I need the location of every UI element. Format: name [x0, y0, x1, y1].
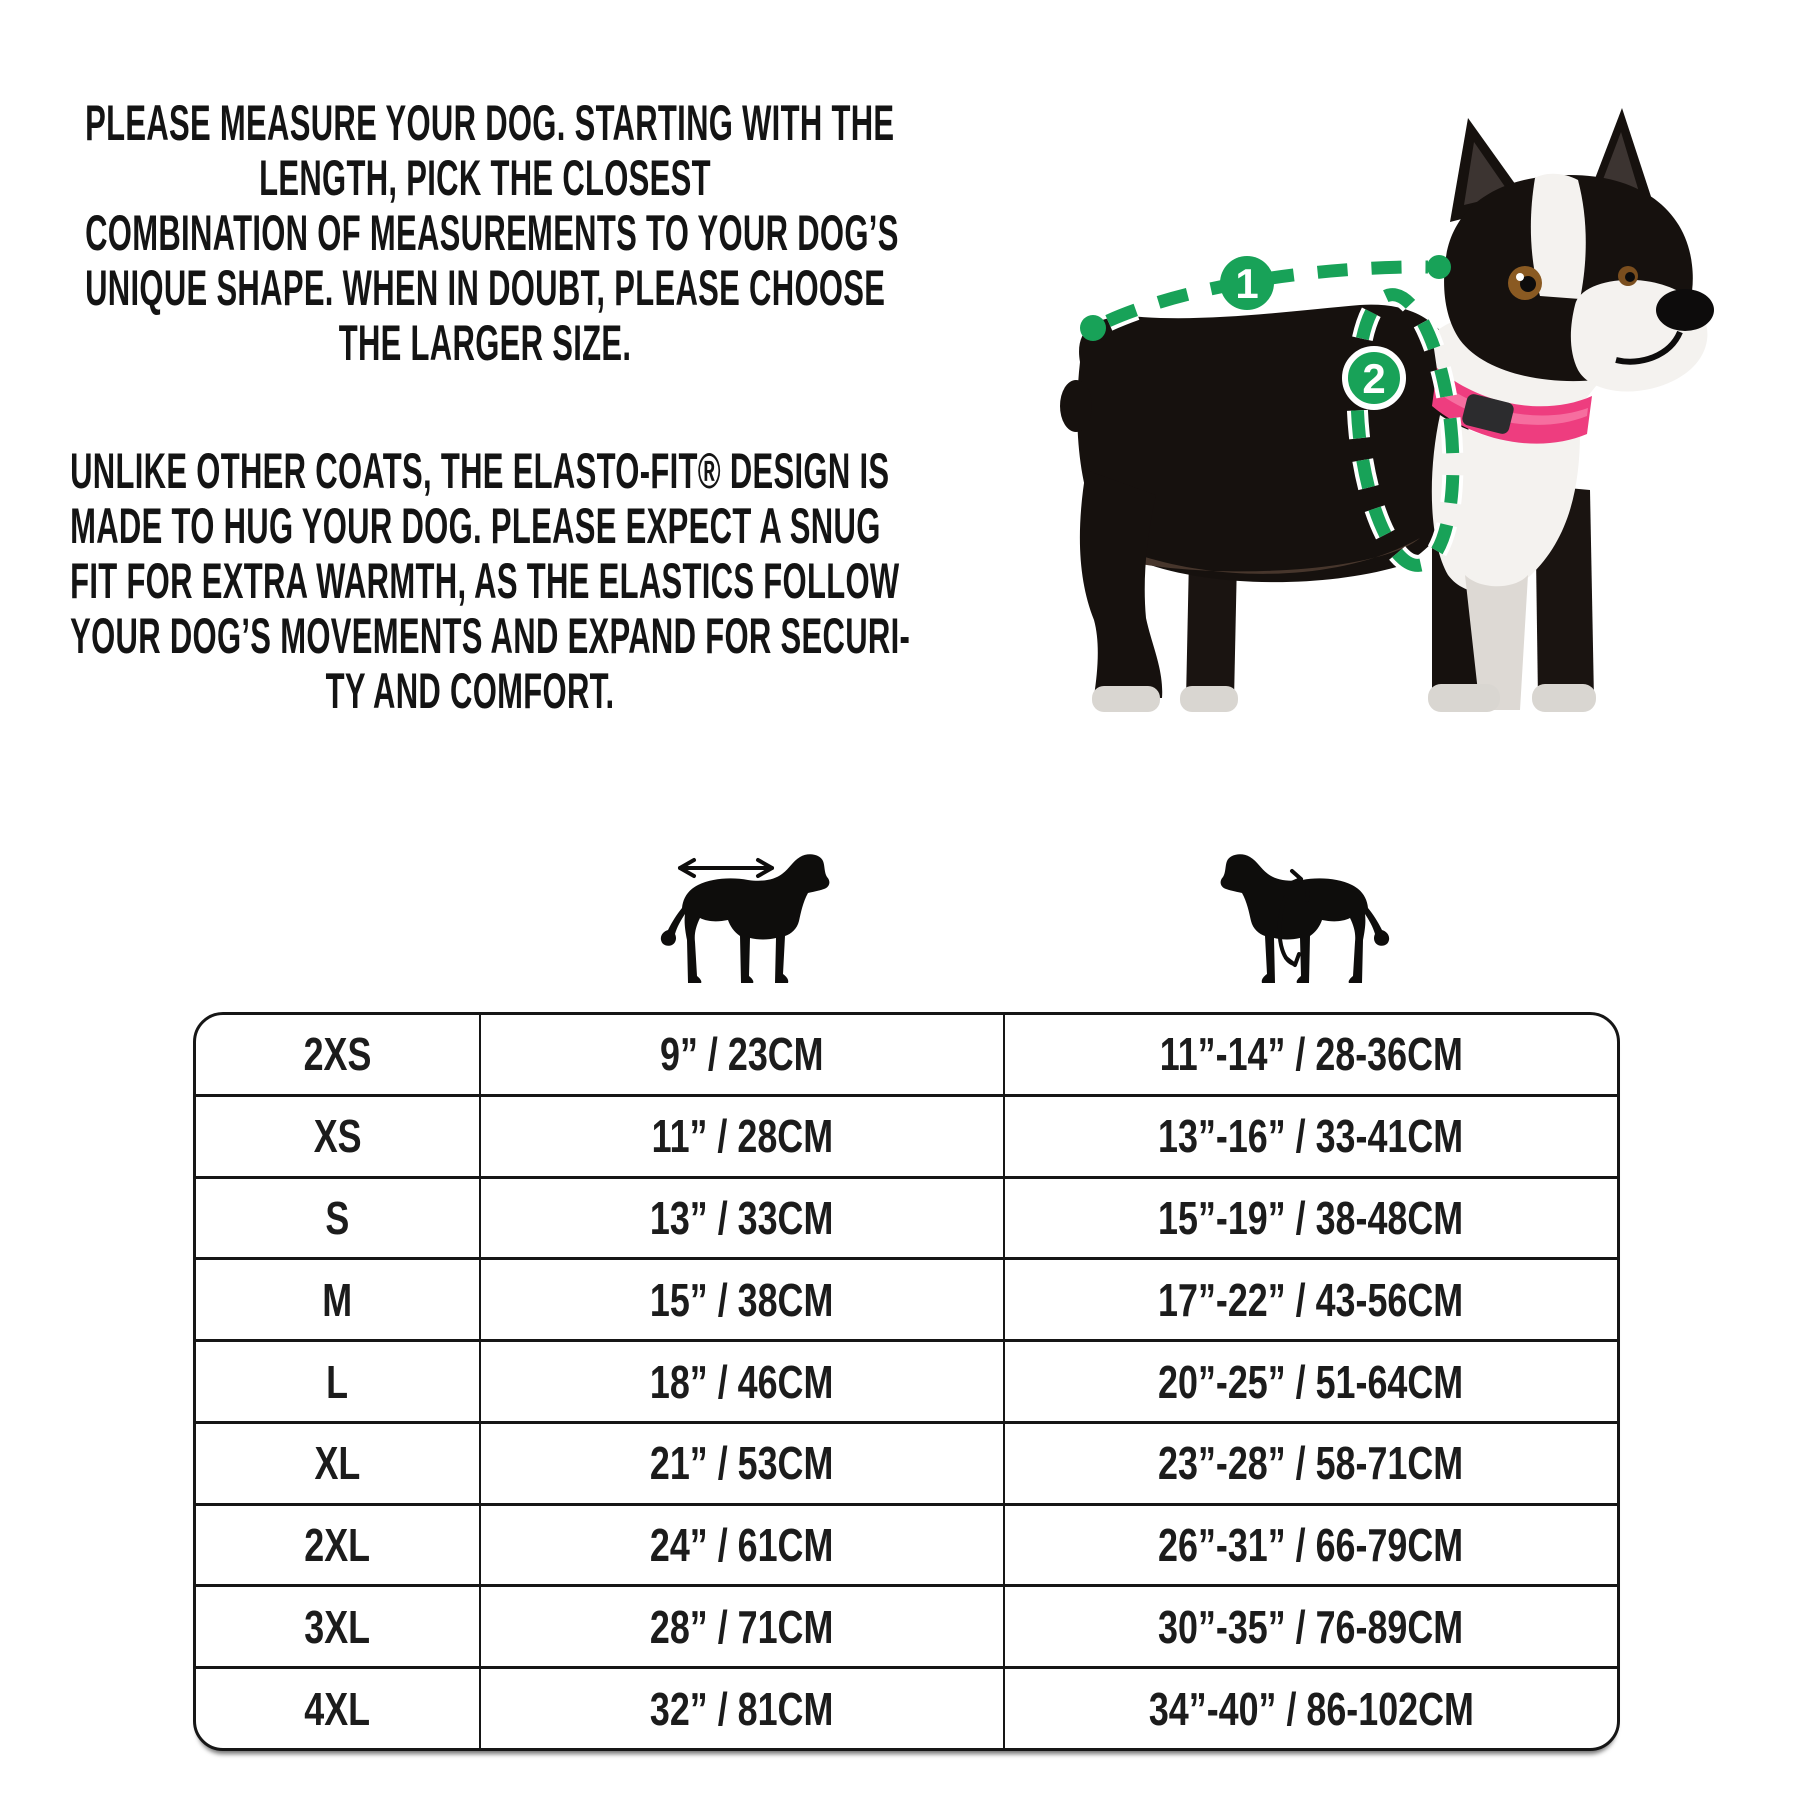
- size-cell: 4XL: [304, 1682, 371, 1735]
- svg-text:2: 2: [1362, 355, 1386, 402]
- size-row-m: [196, 1257, 1617, 1339]
- elasto-fit-note-paragraph: [70, 443, 911, 719]
- instruction-line: THE LARGER SIZE.: [338, 315, 632, 371]
- svg-text:1: 1: [1235, 260, 1259, 307]
- instruction-line: TY AND COMFORT.: [325, 663, 615, 719]
- size-cell: XL: [314, 1437, 361, 1490]
- back-length-cell: 21” / 53CM: [479, 1424, 1003, 1503]
- size-cell: 3XL: [304, 1600, 371, 1653]
- chest-girth-cell: 26”-31” / 66-79CM: [1003, 1506, 1617, 1585]
- dog-girth-icon: [1200, 830, 1400, 1000]
- size-row-l: [196, 1339, 1617, 1421]
- size-cell: 2XL: [304, 1519, 371, 1572]
- back-length-cell: 15” / 38CM: [479, 1260, 1003, 1339]
- back-length-cell: 28” / 71CM: [479, 1587, 1003, 1666]
- size-chart-table: [193, 1012, 1620, 1751]
- size-row-xs: [196, 1094, 1617, 1176]
- chest-girth-cell: 13”-16” / 33-41CM: [1003, 1097, 1617, 1176]
- instruction-line: PLEASE MEASURE YOUR DOG. STARTING WITH THE: [85, 95, 895, 151]
- chest-girth-cell: 17”-22” / 43-56CM: [1003, 1260, 1617, 1339]
- measuring-instructions-paragraph: [85, 95, 899, 371]
- eye: [1508, 266, 1542, 300]
- size-cell: L: [326, 1355, 349, 1408]
- size-row-2xs: [196, 1015, 1617, 1094]
- back-length-cell: 32” / 81CM: [479, 1669, 1003, 1748]
- size-row-3xl: [196, 1584, 1617, 1666]
- chest-girth-cell: 34”-40” / 86-102CM: [1003, 1669, 1617, 1748]
- size-cell: M: [322, 1273, 353, 1326]
- measurement-badge-1: [1220, 256, 1274, 310]
- back-length-cell: 24” / 61CM: [479, 1506, 1003, 1585]
- back-length-cell: 9” / 23CM: [479, 1015, 1003, 1094]
- back-length-cell: 18” / 46CM: [479, 1342, 1003, 1421]
- nose: [1656, 289, 1714, 331]
- instruction-line: LENGTH, PICK THE CLOSEST: [259, 150, 711, 206]
- length-arrow-icon: [680, 860, 772, 876]
- dog-length-icon: [650, 830, 850, 1000]
- instruction-line: UNLIKE OTHER COATS, THE ELASTO-FIT® DESIGN IS: [70, 443, 890, 499]
- size-cell: XS: [313, 1110, 362, 1163]
- instruction-line: UNIQUE SHAPE. WHEN IN DOUBT, PLEASE CHOOSE: [85, 260, 886, 316]
- chest-girth-cell: 15”-19” / 38-48CM: [1003, 1179, 1617, 1258]
- instruction-line: MADE TO HUG YOUR DOG. PLEASE EXPECT A SNUG: [70, 498, 881, 554]
- chest-girth-cell: 23”-28” / 58-71CM: [1003, 1424, 1617, 1503]
- size-row-4xl: [196, 1666, 1617, 1748]
- dog-measurement-photo: [880, 70, 1800, 730]
- size-cell: 2XS: [303, 1028, 372, 1081]
- instruction-line: COMBINATION OF MEASUREMENTS TO YOUR DOG’S: [85, 205, 899, 261]
- measurement-badge-2: [1345, 349, 1403, 407]
- instruction-line: FIT FOR EXTRA WARMTH, AS THE ELASTICS FOLLOW: [70, 553, 900, 609]
- back-length-cell: 13” / 33CM: [479, 1179, 1003, 1258]
- instruction-line: YOUR DOG’S MOVEMENTS AND EXPAND FOR SECURI-: [70, 608, 911, 664]
- size-cell: S: [325, 1191, 350, 1244]
- chest-girth-cell: 11”-14” / 28-36CM: [1003, 1015, 1617, 1094]
- back-length-cell: 11” / 28CM: [479, 1097, 1003, 1176]
- size-row-s: [196, 1176, 1617, 1258]
- chest-girth-cell: 20”-25” / 51-64CM: [1003, 1342, 1617, 1421]
- boston-terrier-illustration: [1060, 108, 1714, 712]
- size-row-2xl: [196, 1503, 1617, 1585]
- size-row-xl: [196, 1421, 1617, 1503]
- chest-girth-cell: 30”-35” / 76-89CM: [1003, 1587, 1617, 1666]
